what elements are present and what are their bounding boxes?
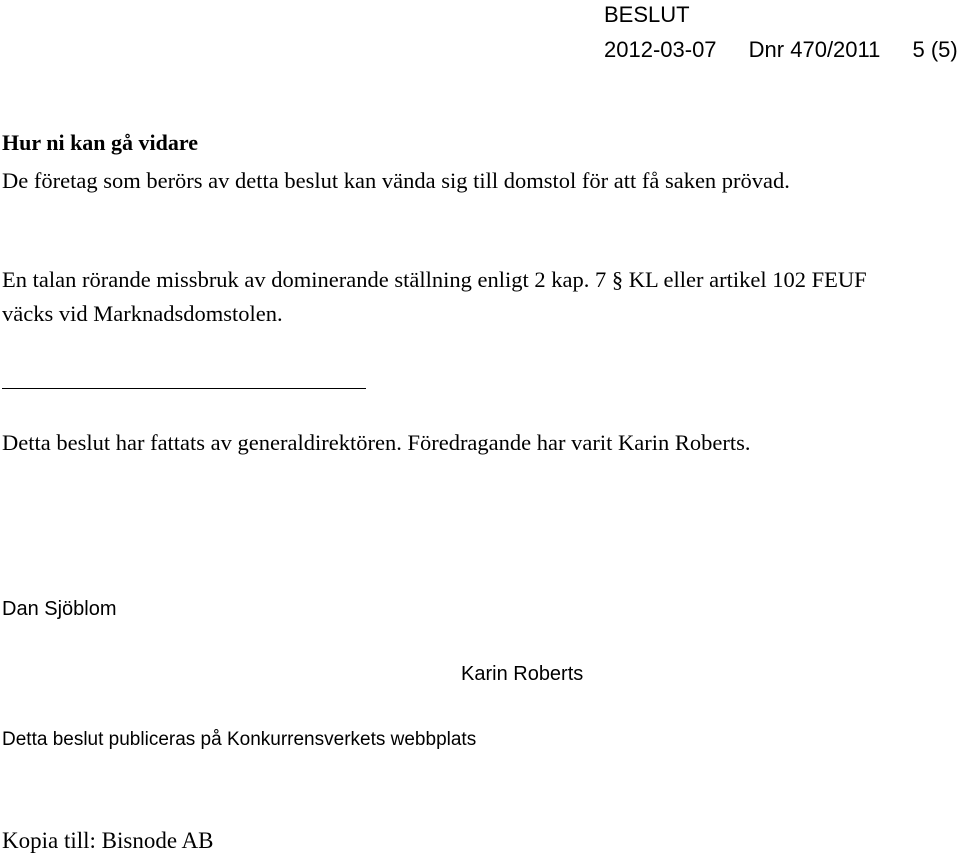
publication-note: Detta beslut publiceras på Konkurrensverkets webbplats (2, 729, 477, 750)
signature-director-general: Dan Sjöblom (2, 598, 117, 620)
decision-date: 2012-03-07 (604, 37, 717, 62)
separator-line (2, 388, 366, 389)
case-number: Dnr 470/2011 (748, 37, 881, 62)
page-number: 5 (5) (912, 37, 958, 62)
document-meta-line (604, 37, 958, 63)
signature-rapporteur: Karin Roberts (461, 663, 584, 685)
document-type-title: BESLUT (604, 2, 690, 27)
copy-recipient: Kopia till: Bisnode AB (2, 828, 214, 853)
decision-paragraph: Detta beslut har fattats av generaldirektören. Föredragande har varit Karin Roberts. (2, 430, 751, 455)
court-paragraph: En talan rörande missbruk av dominerande ställning enligt 2 kap. 7 § KL eller artikel 102 FEUF väcks vid Marknadsdomstolen. (2, 267, 867, 326)
appeal-paragraph: De företag som berörs av detta beslut kan vända sig till domstol för att få saken prövad. (2, 168, 790, 193)
section-heading: Hur ni kan gå vidare (2, 130, 199, 155)
